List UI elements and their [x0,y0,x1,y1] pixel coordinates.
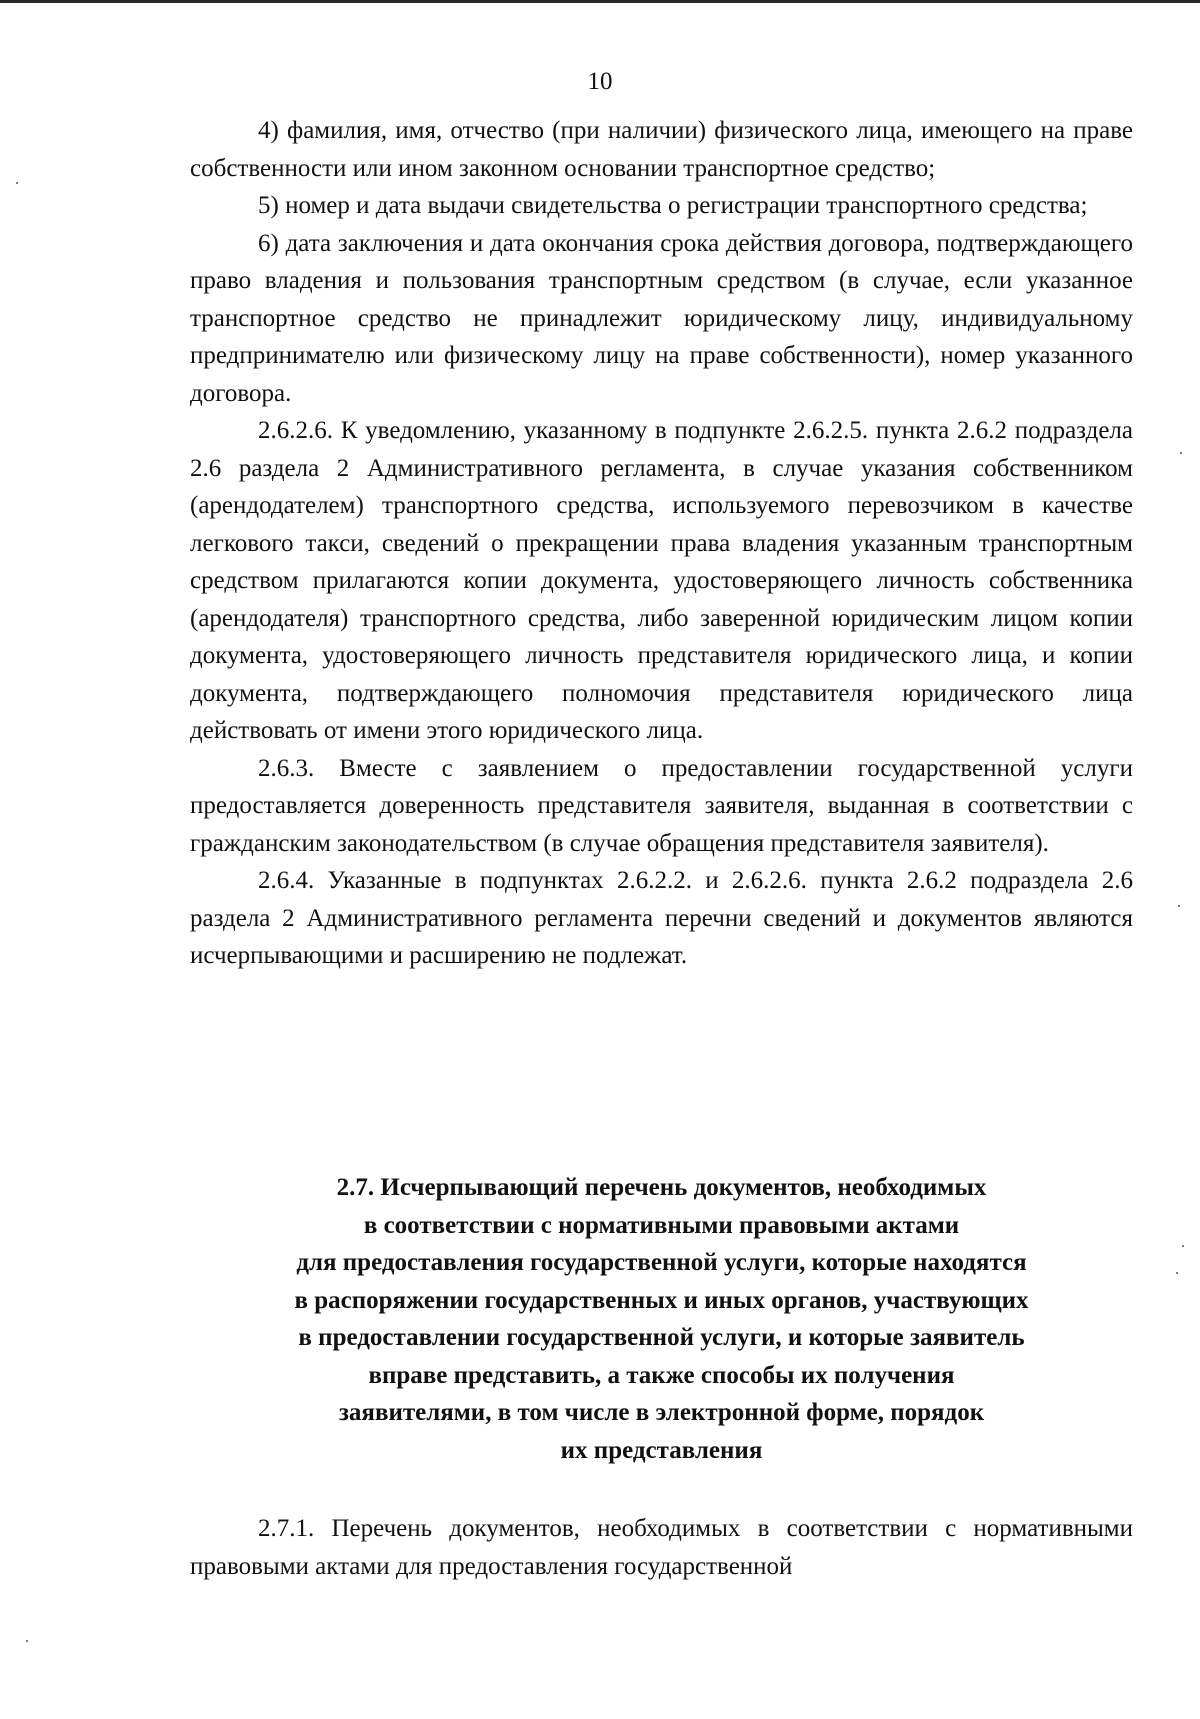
paragraph-2-6-4: 2.6.4. Указанные в подпунктах 2.6.2.2. и 2.6.2.6. пункта 2.6.2 подраздела 2.6 раздела 2 Административного регламента перечни сведений и документов являются исчерпывающими и расширению не подлежат. [190,867,1133,969]
heading-line: в соответствии с нормативными правовыми актами [363,1211,960,1239]
scan-speck [1180,452,1182,454]
heading-line: их представления [560,1436,763,1464]
section-heading-2-7 [190,1169,1133,1469]
body-text-lower [190,1510,1133,1585]
heading-line: в распоряжении государственных и иных органов, участвующих [294,1286,1029,1314]
paragraph-item-5: 5) номер и дата выдачи свидетельства о регистрации транспортного средства; [258,192,1088,219]
paragraph-2-7-1: 2.7.1. Перечень документов, необходимых в соответствии с нормативными правовыми актами для предоставления государственной [190,1515,1133,1580]
heading-line: вправе представить, а также способы их получения [368,1361,955,1389]
paragraph-item-6: 6) дата заключения и дата окончания срока действия договора, подтверждающего право владения и пользования транспортным средством (в случае, если указанное транспортное средство не принадлежит юридическому лицу, индивидуальному предпринимателю или физическому лицу на праве собственности), номер указанного договора. [190,229,1133,407]
scan-speck [1182,1245,1184,1247]
paragraph-2-6-2-6: 2.6.2.6. К уведомлению, указанному в подпункте 2.6.2.5. пункта 2.6.2 подраздела 2.6 раздела 2 Административного регламента, в случае указания собственником (арендодателем) транспортного средства, используемого перевозчиком в качестве легкового такси, сведений о прекращении права владения указанным транспортным средством прилагаются копии документа, удостоверяющего личность собственника (арендодателя) транспортного средства, либо заверенной юридическим лицом копии документа, удостоверяющего личность представителя юридического лица, и копии документа, подтверждающего полномочия представителя юридического лица действовать от имени этого юридического лица. [190,417,1133,744]
heading-line: в предоставлении государственной услуги, и которые заявитель [298,1324,1025,1351]
scan-speck [16,182,18,184]
page-number: 10 [587,68,613,95]
heading-line: для предоставления государственной услуги, которые находятся [296,1249,1027,1276]
scan-speck [1176,1272,1178,1274]
body-text-upper [190,112,1133,975]
scan-top-edge [0,0,1200,3]
paragraph-item-4: 4) фамилия, имя, отчество (при наличии) физического лица, имеющего на праве собственности или ином законном основании транспортное средство; [190,117,1133,182]
scan-speck [1178,905,1180,907]
paragraph-2-6-3: 2.6.3. Вместе с заявлением о предоставлении государственной услуги предоставляется доверенность представителя заявителя, выданная в соответствии с гражданским законодательством (в случае обращения представителя заявителя). [190,754,1133,857]
heading-line: 2.7. Исчерпывающий перечень документов, необходимых [336,1174,987,1201]
heading-line: заявителями, в том числе в электронной форме, порядок [338,1399,985,1426]
scan-speck [26,1640,28,1642]
